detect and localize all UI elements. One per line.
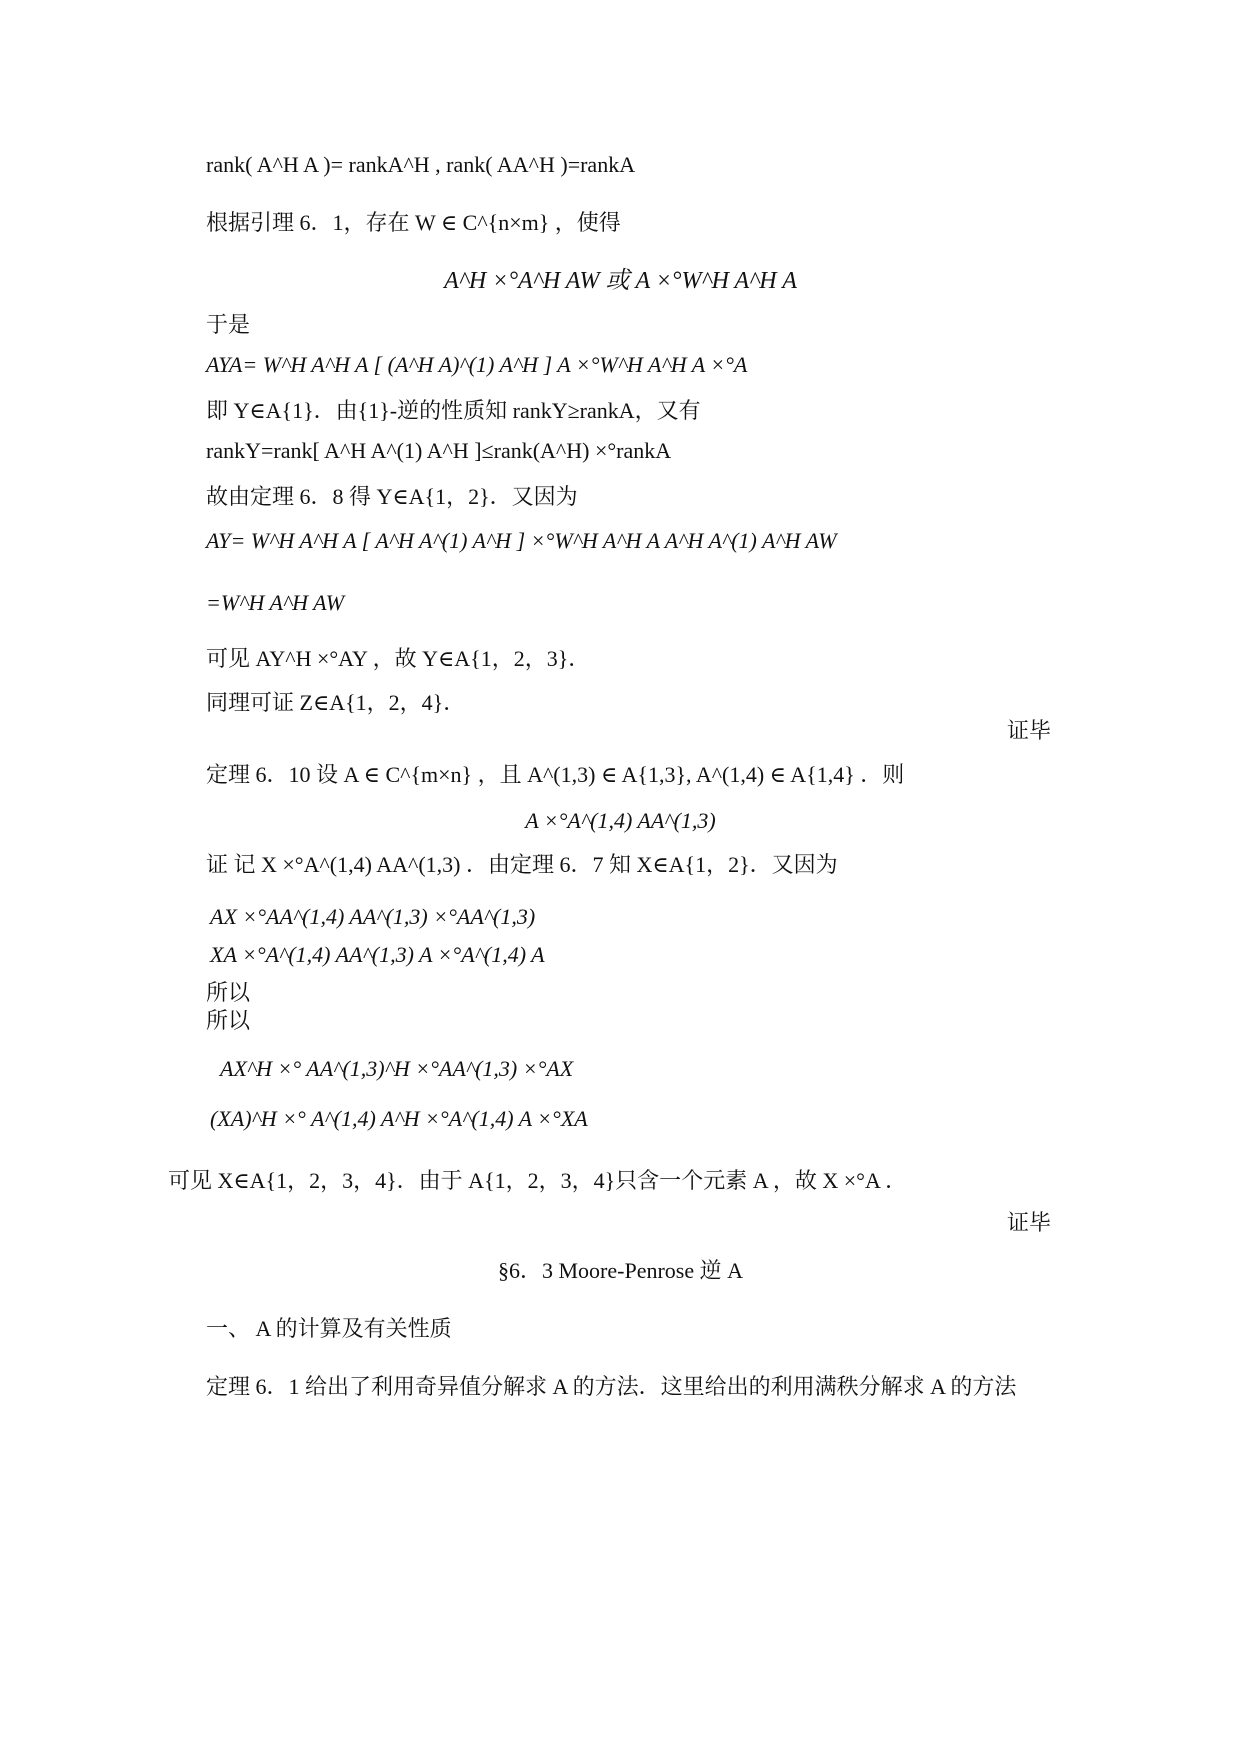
text-line: 所以 [206,980,251,1005]
equation-ax: AX ×°AA^(1,4) AA^(1,3) ×°AA^(1,3) [210,904,536,929]
text-line: 可见 AY^H ×°AY ，故 Y∈A{1，2，3}． [206,646,591,671]
equation-ax-hermitian: AX^H ×° AA^(1,3)^H ×°AA^(1,3) ×°AX [220,1056,574,1081]
text-line: 即 Y∈A{1}．由{1}-逆的性质知 rankY≥rankA，又有 [206,398,701,423]
equation-ay: AY= W^H A^H A [ A^H A^(1) A^H ] ×°W^H A^H A A^H A^(1) A^H AW [206,528,837,553]
display-equation-w: A^H ×°A^H AW 或 A ×°W^H A^H A [444,268,797,294]
text-line: 所以 [206,1008,251,1033]
equation-xa-hermitian: (XA)^H ×° A^(1,4) A^H ×°A^(1,4) A ×°XA [210,1106,588,1131]
text-line: 同理可证 Z∈A{1，2，4}． [206,690,466,715]
rank-equations-line: rank( A^H A )= rankA^H , rank( AA^H )=rankA [206,152,636,177]
display-equation-theorem: A ×°A^(1,4) AA^(1,3) [525,808,716,833]
equation-aya: AYA= W^H A^H A [ (A^H A)^(1) A^H ] A ×°W^H A^H A ×°A [206,352,748,377]
equation-xa: XA ×°A^(1,4) AA^(1,3) A ×°A^(1,4) A [210,942,545,967]
section-heading: §6．3 Moore-Penrose 逆 A [497,1258,744,1283]
text-line: 故由定理 6．8 得 Y∈A{1，2}．又因为 [206,484,578,509]
paragraph-line: 定理 6．1 给出了利用奇异值分解求 A 的方法．这里给出的利用满秩分解求 A 的方法 [206,1374,1017,1399]
equation-rank-y: rankY=rank[ A^H A^(1) A^H ]≤rank(A^H) ×°rankA [206,438,672,463]
theorem-statement: 定理 6．10 设 A ∈ C^{m×n} ，且 A^(1,3) ∈ A{1,3}, A^(1,4) ∈ A{1,4} ．则 [206,762,905,787]
proof-end-marker: 证毕 [1006,1210,1051,1235]
conclusion-line: 可见 X∈A{1，2，3，4}．由于 A{1，2，3，4}只含一个元素 A ，故 X ×°A ． [168,1168,908,1193]
lemma-reference-line: 根据引理 6．1，存在 W ∈ C^{n×m} ，使得 [206,210,621,235]
subsection-heading: 一、 A 的计算及有关性质 [206,1316,452,1341]
equation-ay-result: =W^H A^H AW [206,590,345,615]
proof-end-marker: 证毕 [1006,718,1051,743]
text-line: 于是 [206,312,251,337]
proof-line: 证 记 X ×°A^(1,4) AA^(1,3) ．由定理 6．7 知 X∈A{1，2}．又因为 [206,852,838,877]
